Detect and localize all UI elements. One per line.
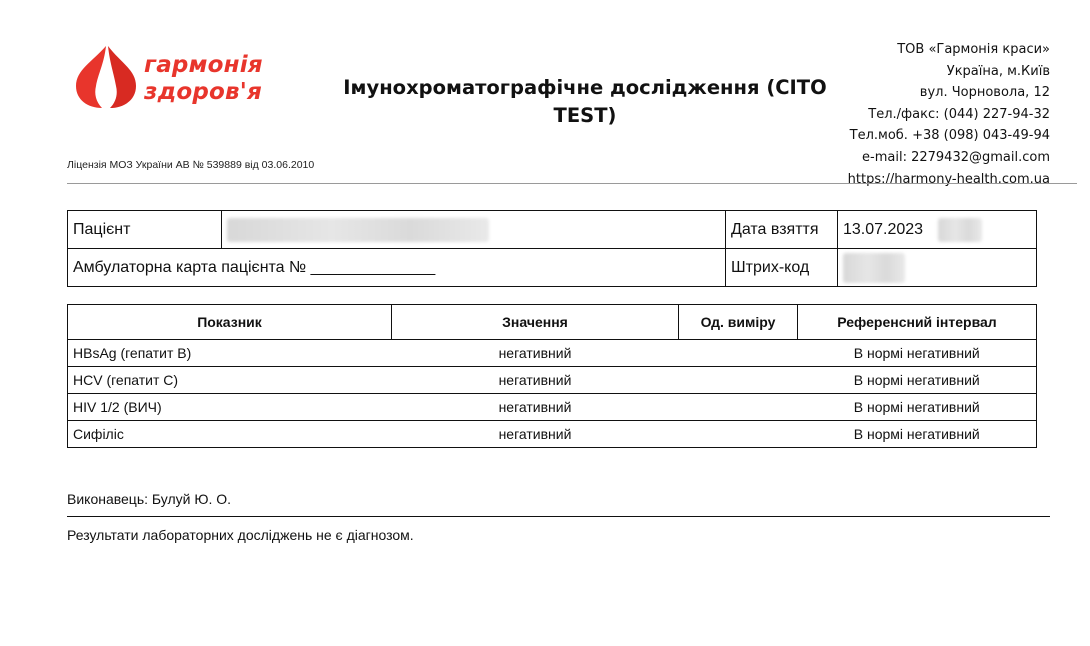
- footer-divider: [67, 516, 1050, 517]
- row-value: негативний: [392, 340, 679, 367]
- header-reference: Референсний інтервал: [798, 305, 1037, 340]
- barcode-label: Штрих-код: [726, 249, 838, 287]
- logo: [72, 44, 272, 110]
- row-indicator: HIV 1/2 (ВИЧ): [68, 394, 392, 421]
- row-unit: [679, 421, 798, 448]
- row-indicator: HCV (гепатит С): [68, 367, 392, 394]
- results-table: [67, 304, 1037, 448]
- row-reference: В нормі негативний: [798, 421, 1037, 448]
- logo-drop-icon: [72, 44, 140, 110]
- company-city: Україна, м.Київ: [946, 63, 1050, 79]
- header-indicator: Показник: [68, 305, 392, 340]
- company-website[interactable]: https://harmony-health.com.ua: [847, 171, 1050, 187]
- patient-label: Пацієнт: [68, 211, 222, 249]
- table-row: [68, 340, 1037, 367]
- header-divider: [67, 183, 1077, 184]
- row-unit: [679, 394, 798, 421]
- row-indicator: HBsAg (гепатит В): [68, 340, 392, 367]
- row-reference: В нормі негативний: [798, 340, 1037, 367]
- barcode-redacted: [838, 249, 1037, 287]
- company-name: ТОВ «Гармонія краси»: [897, 42, 1050, 57]
- logo-line-2: здоров'я: [144, 79, 262, 105]
- company-email[interactable]: e-mail: 2279432@gmail.com: [862, 149, 1050, 165]
- company-info: [848, 39, 1050, 190]
- patient-row: [68, 211, 1037, 249]
- row-reference: В нормі негативний: [798, 367, 1037, 394]
- date-value: 13.07.2023: [843, 220, 924, 238]
- row-value: негативний: [392, 421, 679, 448]
- row-value: негативний: [392, 394, 679, 421]
- table-row: [68, 394, 1037, 421]
- company-mobile: Тел.моб. +38 (098) 043-49-94: [849, 128, 1050, 144]
- card-label: Амбулаторна карта пацієнта № ______________: [68, 249, 726, 287]
- results-header-row: [68, 305, 1037, 340]
- row-value: негативний: [392, 367, 679, 394]
- row-unit: [679, 340, 798, 367]
- header-unit: Од. виміру: [679, 305, 798, 340]
- card-row: [68, 249, 1037, 287]
- license-text: Ліцензія МОЗ України АВ № 539889 від 03.06.2010: [67, 159, 315, 171]
- row-reference: В нормі негативний: [798, 394, 1037, 421]
- logo-text: [144, 52, 263, 106]
- table-row: [68, 367, 1037, 394]
- logo-line-1: гармонія: [144, 52, 263, 78]
- patient-info-table: [67, 210, 1037, 287]
- patient-name-redacted: [222, 211, 726, 249]
- disclaimer-text: Результати лабораторних досліджень не є діагнозом.: [67, 527, 414, 543]
- row-unit: [679, 367, 798, 394]
- executor-text: Виконавець: Булуй Ю. О.: [67, 491, 232, 507]
- company-street: вул. Чорновола, 12: [919, 85, 1050, 101]
- row-indicator: Сифіліс: [68, 421, 392, 448]
- date-cell: [838, 211, 1037, 249]
- table-row: [68, 421, 1037, 448]
- company-phone: Тел./факс: (044) 227-94-32: [868, 106, 1050, 122]
- date-label: Дата взяття: [726, 211, 838, 249]
- page-title: Імунохроматографічне дослідження (CITO TEST): [343, 76, 827, 127]
- header-value: Значення: [392, 305, 679, 340]
